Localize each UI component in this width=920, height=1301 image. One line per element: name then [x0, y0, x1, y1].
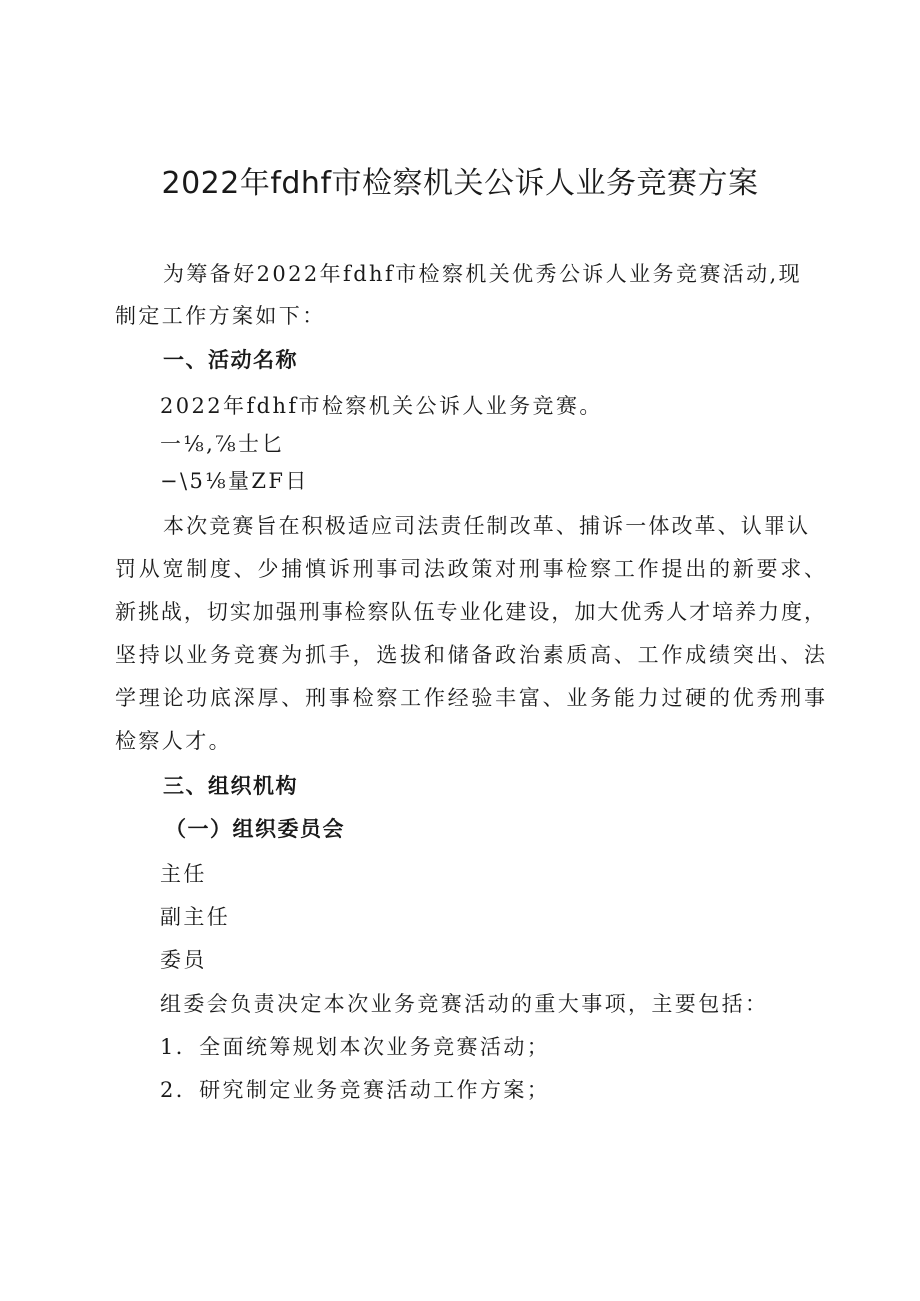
intro-line-1: 为筹备好2022年fdhf市检察机关优秀公诉人业务竞赛活动,现: [163, 262, 803, 286]
list-item-2: 2．研究制定业务竞赛活动工作方案；: [160, 1078, 551, 1102]
section-3-heading: 三、组织机构: [163, 774, 298, 798]
garbled-line-2: −\5⅛量ZF日: [160, 469, 309, 493]
intro-line-2: 制定工作方案如下：: [115, 304, 326, 328]
list-item-1: 1．全面统筹规划本次业务竞赛活动；: [160, 1035, 551, 1059]
document-title: 2022年fdhf市检察机关公诉人业务竞赛方案: [161, 166, 759, 201]
paragraph-line: 本次竞赛旨在积极适应司法责任制改革、捕诉一体改革、认罪认: [163, 514, 808, 538]
paragraph-line: 新挑战，切实加强刑事检察队伍专业化建设，加大优秀人才培养力度，: [115, 600, 825, 624]
deputy-director-label: 副主任: [160, 905, 231, 929]
director-label: 主任: [160, 862, 207, 886]
subsection-1-heading: （一）组织委员会: [165, 817, 345, 841]
paragraph-line: 检察人才。: [115, 729, 232, 753]
member-label: 委员: [160, 948, 207, 972]
paragraph-line: 坚持以业务竞赛为抓手，选拔和储备政治素质高、工作成绩突出、法: [115, 643, 825, 667]
committee-description: 组委会负责决定本次业务竞赛活动的重大事项，主要包括：: [160, 992, 769, 1016]
paragraph-line: 罚从宽制度、少捕慎诉刑事司法政策对刑事检察工作提出的新要求、: [115, 557, 825, 581]
section-1-body: 2022年fdhf市检察机关公诉人业务竞赛。: [160, 394, 603, 418]
paragraph-line: 学理论功底深厚、刑事检察工作经验丰富、业务能力过硬的优秀刑事: [115, 686, 825, 710]
section-1-heading: 一、活动名称: [163, 348, 298, 372]
garbled-line-1: 一⅛,⅞士匕: [160, 432, 285, 456]
